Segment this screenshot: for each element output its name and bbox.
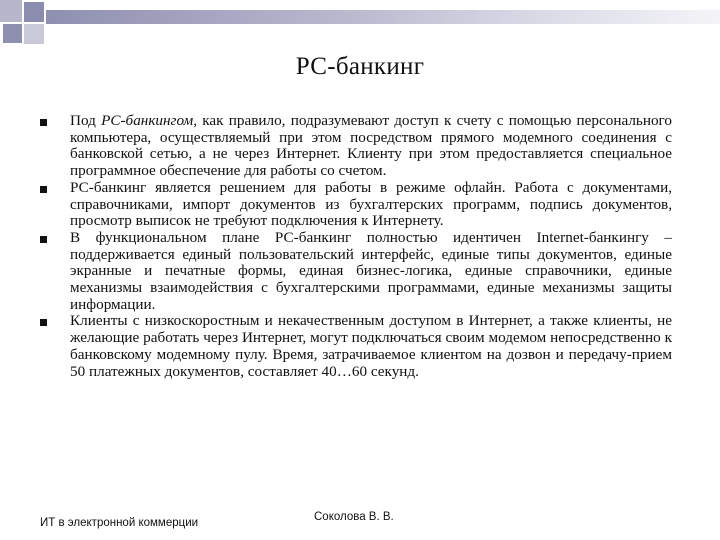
bullet-text-rest: , как правило, подразумевают доступ к счету с помощью персонального компьютера, осуществляемый при этом посредством прямого модемного соединения с банковской сетью, а не через Интернет. Клиенту при этом предоставляется специальное программное обеспечение для работы со счетом. — [70, 112, 672, 180]
corner-square — [24, 2, 44, 22]
bullet-text-emphasis: РС-банкингом — [101, 112, 194, 129]
slide-decoration — [0, 0, 720, 48]
square-bullet-icon — [40, 236, 47, 243]
corner-square — [0, 0, 22, 22]
square-bullet-icon — [40, 186, 47, 193]
bullet-item — [40, 180, 672, 230]
square-bullet-icon — [40, 119, 47, 126]
footer-author: Соколова В. В. — [314, 511, 394, 523]
footer-course: ИТ в электронной коммерции — [40, 517, 199, 529]
slide-title: РС-банкинг — [295, 53, 425, 80]
bullet-text: Клиенты с низкоскоростным и некачественным доступом в Интернет, а также клиенты, не желающие работать через Интернет, могут подключаться своим модемом непосредственно к банковскому модемному пулу. Время, затрачиваемое клиентом на дозвон и передачу-прием 50 платежных документов, составляет 40…60 секунд. — [70, 312, 672, 380]
bullet-item — [40, 113, 672, 180]
bullet-item — [40, 313, 672, 380]
bullet-text — [70, 113, 672, 180]
square-bullet-icon — [40, 319, 47, 326]
top-gradient-bar — [46, 10, 720, 24]
bullet-item — [40, 230, 672, 314]
bullet-text: РС-банкинг является решением для работы в режиме офлайн. Работа с документами, справочниками, импорт документов из бухгалтерских программ, подпись документов, просмотр выписок не требуют подключения к Интернету. — [70, 178, 672, 230]
bullet-text: В функциональном плане РС-банкинг полностью идентичен Internet-банкингу – поддерживается единый пользовательский интерфейс, единые типы документов, единые экранные и печатные формы, единая бизнес-логика, единые справочники, единые механизмы взаимодействия с бухгалтерскими программами, единые механизмы защиты информации. — [70, 228, 672, 313]
bullet-text-lead: Под — [70, 112, 102, 129]
slide-content — [40, 113, 672, 380]
corner-square — [24, 24, 44, 44]
corner-square — [3, 24, 22, 43]
